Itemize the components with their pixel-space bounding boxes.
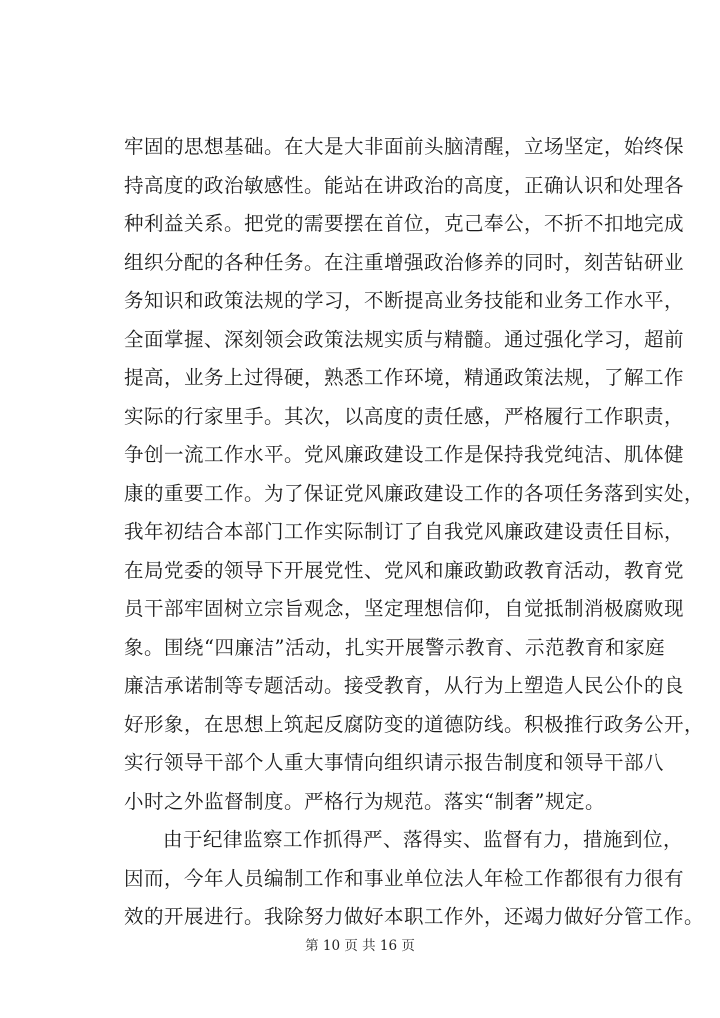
text-line: 康的重要工作。为了保证党风廉政建设工作的各项任务落到实处， [124, 481, 705, 505]
text-line: 实际的行家里手。其次，以高度的责任感，严格履行工作职责， [124, 404, 685, 428]
text-line: 提高，业务上过得硬，熟悉工作环境，精通政策法规，了解工作 [124, 366, 685, 389]
text-line: 种利益关系。把党的需要摆在首位，克己奉公，不折不扣地完成 [124, 212, 685, 235]
text-line: 务知识和政策法规的学习，不断提高业务技能和业务工作水平， [124, 289, 685, 312]
text-line: 因而，今年人员编制工作和事业单位法人年检工作都很有力很有 [124, 866, 685, 890]
text-line: 由于纪律监察工作抓得严、落得实、监督有力，措施到位， [163, 828, 684, 851]
body-text [124, 128, 705, 937]
text-line: 员干部牢固树立宗旨观念，坚定理想信仰，自觉抵制消极腐败现 [124, 597, 685, 620]
text-line: 好形象，在思想上筑起反腐防变的道德防线。积极推行政务公开， [124, 712, 705, 736]
text-line: 全面掌握、深刻领会政策法规实质与精髓。通过强化学习，超前 [124, 327, 685, 351]
page-number-footer: 第 10 页 共 16 页 [305, 938, 415, 954]
text-line: 实行领导干部个人重大事情向组织请示报告制度和领导干部八 [124, 751, 665, 774]
text-line: 持高度的政治敏感性。能站在讲政治的高度，正确认识和处理各 [124, 173, 685, 197]
text-line: 牢固的思想基础。在大是大非面前头脑清醒，立场坚定，始终保 [124, 135, 685, 158]
text-line: 我年初结合本部门工作实际制订了自我党风廉政建设责任目标， [124, 520, 685, 543]
text-line: 象。围绕“四廉洁”活动，扎实开展警示教育、示范教育和家庭 [124, 635, 665, 659]
text-line: 在局党委的领导下开展党性、党风和廉政勤政教育活动，教育党 [124, 558, 685, 582]
text-line: 组织分配的各种任务。在注重增强政治修养的同时，刻苦钻研业 [124, 250, 685, 274]
text-line: 争创一流工作水平。党风廉政建设工作是保持我党纯洁、肌体健 [124, 443, 685, 466]
text-line: 小时之外监督制度。严格行为规范。落实“制奢”规定。 [124, 789, 605, 813]
text-line: 效的开展进行。我除努力做好本职工作外，还竭力做好分管工作。 [124, 905, 705, 928]
text-line: 廉洁承诺制等专题活动。接受教育，从行为上塑造人民公仆的良 [124, 674, 685, 697]
